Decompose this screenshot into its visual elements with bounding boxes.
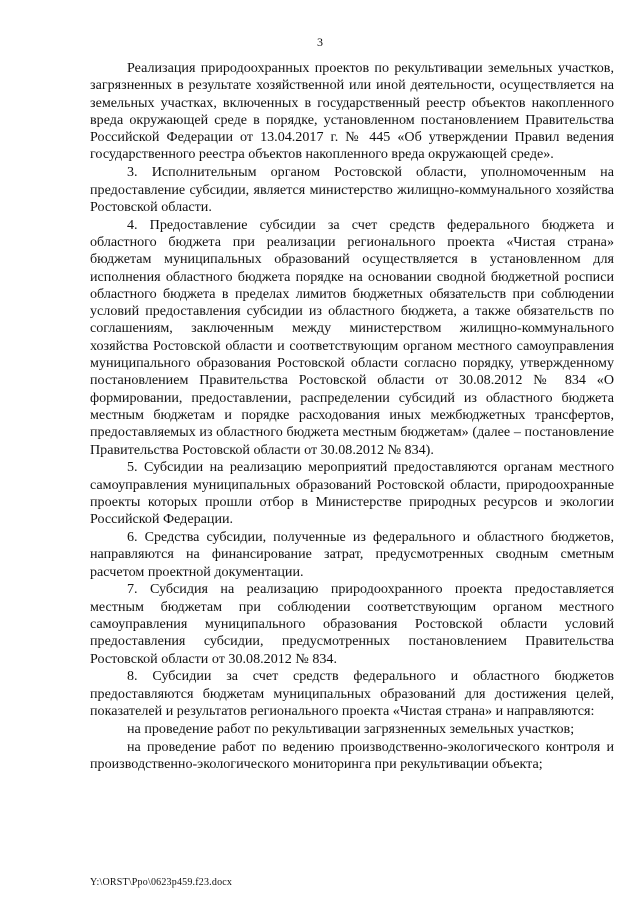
footer-file-path: Y:\ORST\Ppo\0623p459.f23.docx [90, 877, 233, 888]
paragraph-8-item-reclamation-works: на проведение работ по рекультивации загрязненных земельных участков; [127, 720, 575, 737]
paragraph-4: 4. Предоставление субсидии за счет средств федерального бюджета и областного бюджета при реализации регионального проекта «Чистая страна» бюджетам муниципальных образований осуществляется в установленном для исполнения областного бюджета порядке на основании сводной бюджетной росписи областного бюджета в пределах лимитов бюджетных обязательств при соблюдении условий предоставления субсидии из областного бюджета, а также обязательств по соглашениям, заключенным между министерством жилищно-коммунального хозяйства Ростовской области и соответствующим органом местного самоуправления муниципального образования Ростовской области согласно порядку, утвержденному постановлением Правительства Ростовской области от 30.08.2012 № 834 «О формировании, предоставлении, распределении субсидий из областного бюджета местным бюджетам и порядке расходования иных межбюджетных трансфертов, предоставляемых из областного бюджета местным бюджетам» (далее – постановление Правительства Ростовской области от 30.08.2012 № 834). [90, 216, 614, 458]
paragraph-6: 6. Средства субсидии, полученные из федерального и областного бюджетов, направляются на финансирование затрат, предусмотренных сводным сметным расчетом проектной документации. [90, 529, 614, 580]
paragraph-reclamation-intro: Реализация природоохранных проектов по рекультивации земельных участков, загрязненных в результате хозяйственной или иной деятельности, осуществляется на земельных участках, включенных в государственный реестр объектов накопленного вреда окружающей среде в порядке, установленном постановлением Правительства Российской Федерации от 13.04.2017 г. № 445 «Об утверждении Правил ведения государственного реестра объектов накопленного вреда окружающей среде». [90, 60, 614, 163]
paragraph-5: 5. Субсидии на реализацию мероприятий предоставляются органам местного самоуправления муниципальных образований Ростовской области, природоохранные проекты которых прошли отбор в Министерстве природных ресурсов и экологии Российской Федерации. [90, 459, 614, 528]
document-body [90, 60, 614, 773]
paragraph-7: 7. Субсидия на реализацию природоохранного проекта предоставляется местным бюджетам при соблюдении соответствующим органом местного самоуправления муниципального образования Ростовской области условий предоставления субсидии, предусмотренных постановлением Правительства Ростовской области от 30.08.2012 № 834. [90, 581, 614, 667]
paragraph-3: 3. Исполнительным органом Ростовской области, уполномоченным на предоставление субсидии, является министерство жилищно-коммунального хозяйства Ростовской области. [90, 164, 614, 215]
page-number: 3 [317, 35, 323, 49]
paragraph-8: 8. Субсидии за счет средств федерального и областного бюджетов предоставляются бюджетам муниципальных образований для достижения целей, показателей и результатов регионального проекта «Чистая страна» и направляются: [90, 668, 614, 719]
paragraph-8-item-monitoring-works: на проведение работ по ведению производственно-экологического контроля и производственно-экологического мониторинга при рекультивации объекта; [90, 738, 614, 772]
